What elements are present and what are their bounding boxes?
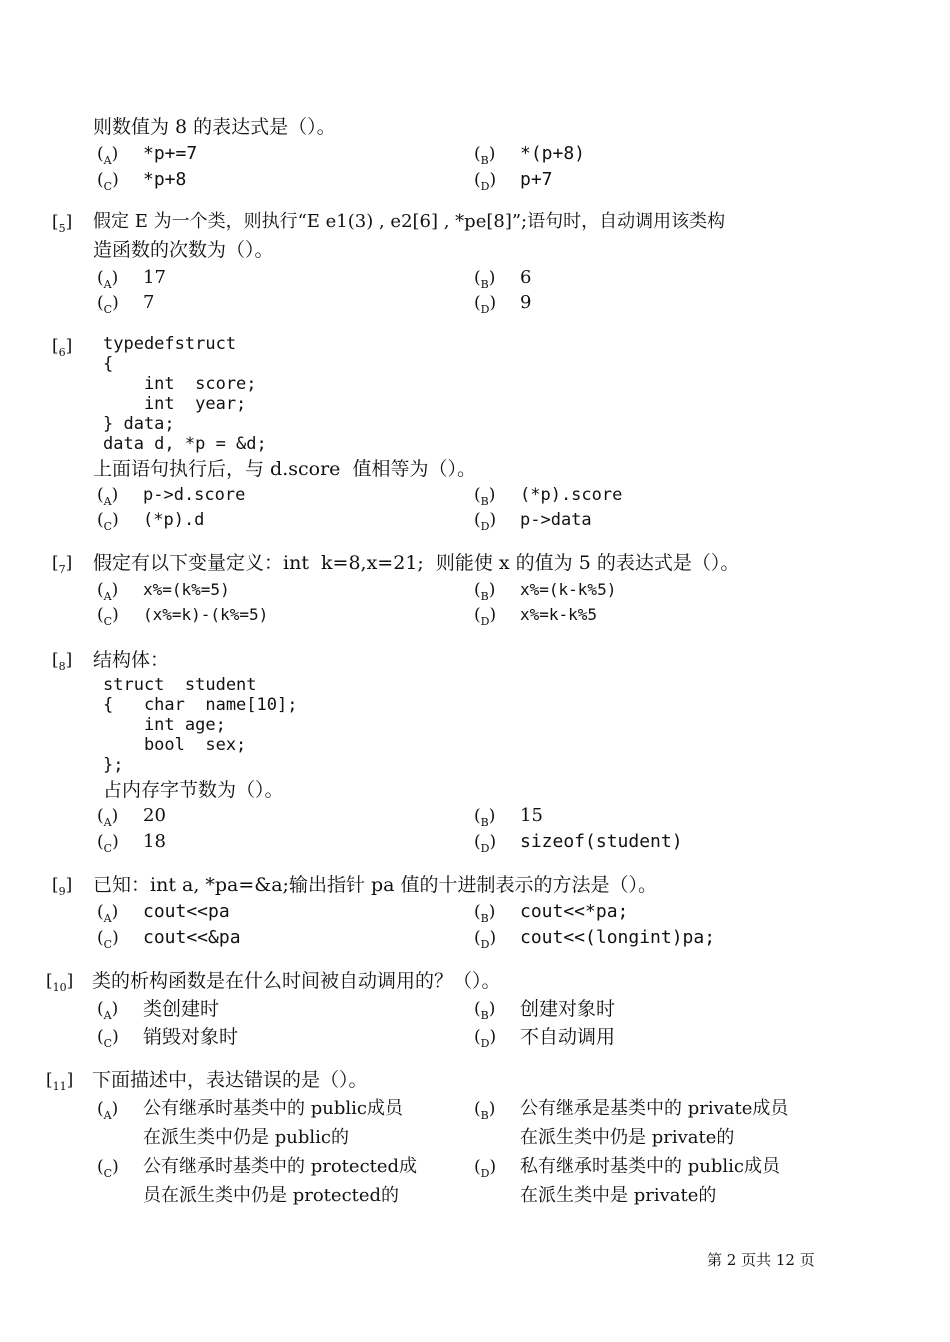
question-6-option-c: (*p).d bbox=[143, 510, 205, 530]
option-label-d: $(_D)$ bbox=[474, 832, 497, 855]
question-5-stem-line2: 造函数的次数为（）。 bbox=[93, 239, 274, 261]
question-8-option-c: 18 bbox=[143, 831, 166, 852]
question-8-stem2: 占内存字节数为（）。 bbox=[103, 779, 284, 801]
question-8-option-a: 20 bbox=[143, 805, 166, 826]
code-line: typedefstruct bbox=[103, 334, 237, 354]
option-label-a: $(_A)$ bbox=[97, 806, 119, 829]
code-line: int score; bbox=[103, 374, 257, 394]
option-label-b: $(_B)$ bbox=[474, 806, 496, 829]
question-6-number: $[_6]$ bbox=[52, 336, 73, 359]
option-label-a: $(_A)$ bbox=[97, 1099, 119, 1122]
question-11-option-d-line1: 私有继承时基类中的 public成员 bbox=[520, 1156, 780, 1177]
option-label-a: $(_A)$ bbox=[97, 485, 119, 508]
option-label-d: $(_D)$ bbox=[474, 928, 497, 951]
option-label-b: $(_B)$ bbox=[474, 580, 496, 603]
question-5-number: $[_5]$ bbox=[52, 212, 73, 235]
option-label-b: $(_B)$ bbox=[474, 485, 496, 508]
question-11-option-c-line2: 员在派生类中仍是 protected的 bbox=[143, 1185, 400, 1206]
question-9-stem: 已知：int a, *pa=&a;输出指针 pa 值的十进制表示的方法是（）。 bbox=[93, 874, 658, 896]
code-line: struct student bbox=[103, 675, 257, 695]
code-line: }; bbox=[103, 755, 124, 775]
question-8-option-b: 15 bbox=[520, 805, 543, 826]
code-line: { bbox=[103, 354, 114, 374]
option-label-b: $(_B)$ bbox=[474, 144, 496, 167]
code-line: int age; bbox=[103, 715, 226, 735]
option-label-c: $(_C)$ bbox=[97, 928, 119, 951]
code-line: } data; bbox=[103, 414, 175, 434]
question-11-option-a-line1: 公有继承时基类中的 public成员 bbox=[143, 1098, 403, 1119]
question-11-option-d-line2: 在派生类中是 private的 bbox=[520, 1185, 717, 1206]
option-label-d: $(_D)$ bbox=[474, 293, 497, 316]
code-line: { char name[10]; bbox=[103, 695, 298, 715]
option-label-a: $(_A)$ bbox=[97, 999, 119, 1022]
question-7-option-b: x%=(k-k%5) bbox=[520, 580, 617, 599]
question-11-option-b-line1: 公有继承是基类中的 private成员 bbox=[520, 1098, 789, 1119]
question-11-stem: 下面描述中，表达错误的是（）。 bbox=[92, 1069, 368, 1091]
question-10-option-d: 不自动调用 bbox=[520, 1026, 616, 1048]
question-7-stem: 假定有以下变量定义：int k=8,x=21; 则能使 x 的值为 5 的表达式是（）。 bbox=[93, 552, 740, 574]
question-5-option-a: 17 bbox=[143, 267, 166, 288]
question-6-option-b: (*p).score bbox=[520, 485, 623, 505]
option-label-d: $(_D)$ bbox=[474, 510, 497, 533]
question-5-option-c: 7 bbox=[143, 292, 155, 313]
question-11-number: $[_{11}]$ bbox=[46, 1070, 74, 1093]
question-7-option-d: x%=k-k%5 bbox=[520, 605, 598, 624]
question-5-option-b: 6 bbox=[520, 267, 532, 288]
question-10-option-c: 销毁对象时 bbox=[143, 1026, 239, 1048]
option-label-c: $(_C)$ bbox=[97, 1157, 119, 1180]
question-10-option-b: 创建对象时 bbox=[520, 998, 616, 1020]
option-label-d: $(_D)$ bbox=[474, 1027, 497, 1050]
option-label-b: $(_B)$ bbox=[474, 902, 496, 925]
question-9-option-c: cout<<&pa bbox=[143, 927, 241, 948]
code-line: bool sex; bbox=[103, 735, 247, 755]
question-5-option-d: 9 bbox=[520, 292, 532, 313]
question-10-stem: 类的析构函数是在什么时间被自动调用的？（）。 bbox=[92, 970, 501, 992]
question-4-option-c: *p+8 bbox=[143, 169, 187, 190]
option-label-a: $(_A)$ bbox=[97, 902, 119, 925]
option-label-a: $(_A)$ bbox=[97, 144, 119, 167]
option-label-a: $(_A)$ bbox=[97, 268, 119, 291]
option-label-d: $(_D)$ bbox=[474, 1157, 497, 1180]
question-8-stem: 结构体： bbox=[93, 649, 170, 671]
option-label-a: $(_A)$ bbox=[97, 580, 119, 603]
page-number-footer: 第 2 页共 12 页 bbox=[707, 1251, 815, 1269]
question-9-option-b: cout<<*pa; bbox=[520, 901, 629, 922]
question-9-number: $[_9]$ bbox=[52, 875, 73, 898]
question-10-number: $[_{10}]$ bbox=[46, 971, 74, 994]
option-label-d: $(_D)$ bbox=[474, 605, 497, 628]
option-label-b: $(_B)$ bbox=[474, 999, 496, 1022]
code-line: data d, *p = &d; bbox=[103, 434, 267, 454]
question-6-option-a: p->d.score bbox=[143, 485, 246, 505]
question-9-option-a: cout<<pa bbox=[143, 901, 230, 922]
question-11-option-b-line2: 在派生类中仍是 private的 bbox=[520, 1127, 735, 1148]
question-6-option-d: p->data bbox=[520, 510, 592, 530]
question-4-option-d: p+7 bbox=[520, 169, 553, 190]
option-label-b: $(_B)$ bbox=[474, 1099, 496, 1122]
question-4-option-a: *p+=7 bbox=[143, 143, 198, 164]
option-label-c: $(_C)$ bbox=[97, 293, 119, 316]
option-label-d: $(_D)$ bbox=[474, 170, 497, 193]
question-6-stem: 上面语句执行后，与 d.score 值相等为（）。 bbox=[93, 458, 476, 480]
code-line: int year; bbox=[103, 394, 247, 414]
question-10-option-a: 类创建时 bbox=[143, 998, 220, 1020]
question-8-option-d: sizeof(student) bbox=[520, 831, 683, 852]
option-label-c: $(_C)$ bbox=[97, 170, 119, 193]
option-label-c: $(_C)$ bbox=[97, 1027, 119, 1050]
question-7-number: $[_7]$ bbox=[52, 553, 73, 576]
question-7-option-c: (x%=k)-(k%=5) bbox=[143, 605, 269, 624]
option-label-c: $(_C)$ bbox=[97, 832, 119, 855]
question-11-option-a-line2: 在派生类中仍是 public的 bbox=[143, 1127, 349, 1148]
question-9-option-d: cout<<(longint)pa; bbox=[520, 927, 716, 948]
question-5-stem-line1: 假定 E 为一个类，则执行“E e1(3) , e2[6] , *pe[8]”;语句时，自动调用该类构 bbox=[93, 211, 726, 232]
question-4-option-b: *(p+8) bbox=[520, 143, 586, 164]
question-8-number: $[_8]$ bbox=[52, 650, 73, 673]
question-11-option-c-line1: 公有继承时基类中的 protected成 bbox=[143, 1156, 418, 1177]
option-label-c: $(_C)$ bbox=[97, 510, 119, 533]
question-4-stem-tail: 则数值为 8 的表达式是（）。 bbox=[93, 116, 336, 138]
option-label-b: $(_B)$ bbox=[474, 268, 496, 291]
question-7-option-a: x%=(k%=5) bbox=[143, 580, 230, 599]
option-label-c: $(_C)$ bbox=[97, 605, 119, 628]
